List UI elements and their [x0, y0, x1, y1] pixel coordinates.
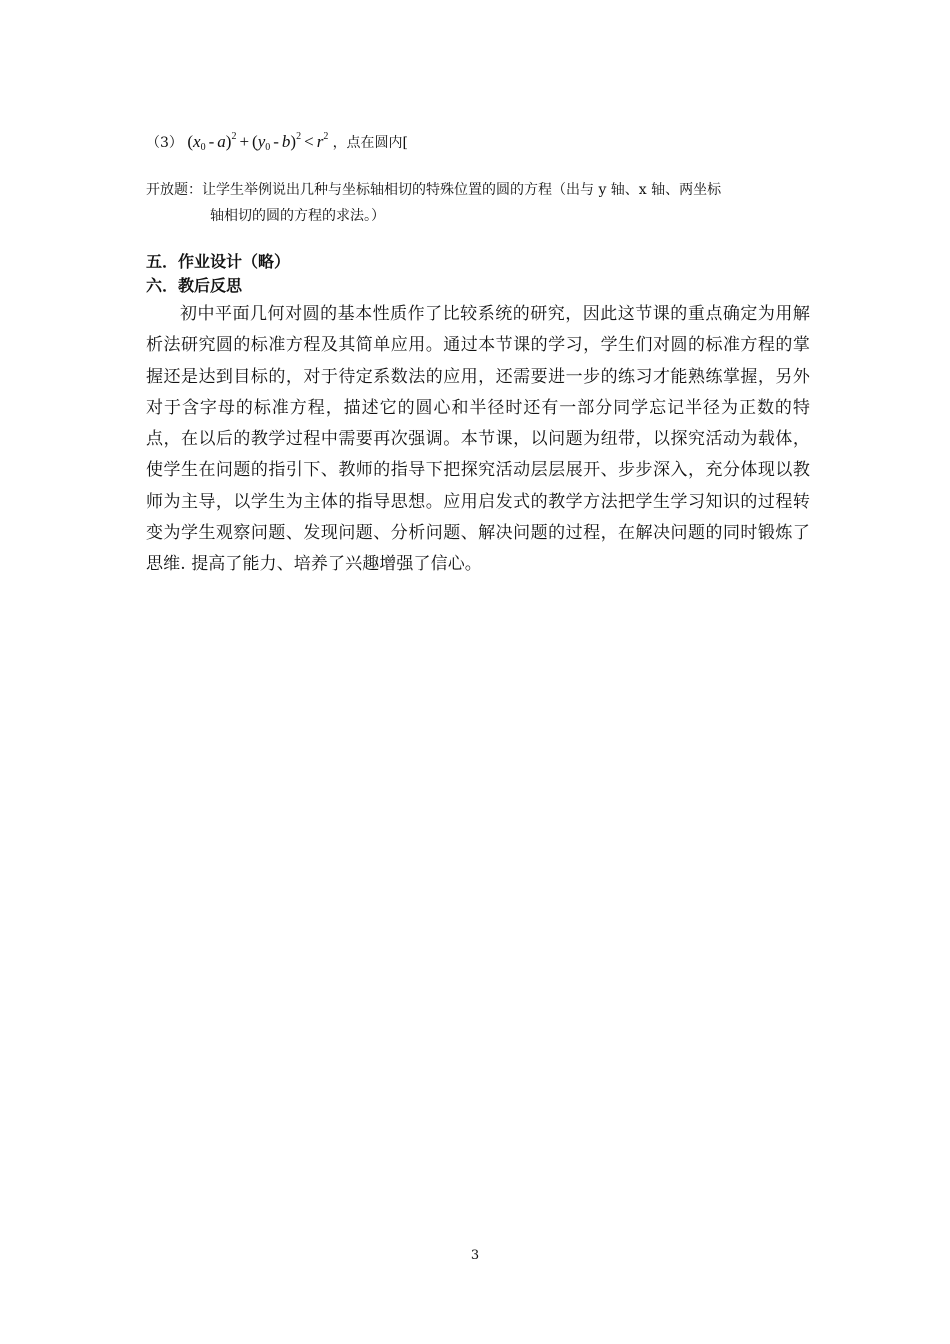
- item-conclusion: ，点在圆内[: [332, 135, 409, 151]
- section-heading-homework: 五．作业设计（略）: [146, 252, 291, 271]
- formula-var-x: x: [193, 132, 201, 151]
- open-question-line-2: 轴相切的圆的方程的求法。）: [210, 208, 385, 224]
- formula-var-r: r: [316, 132, 324, 151]
- formula-subscript: 0: [265, 142, 271, 153]
- formula-paren: (: [252, 132, 258, 151]
- section-heading-reflection: 六．教后反思: [146, 276, 243, 295]
- item-number: （3）: [146, 135, 183, 151]
- open-question-label: 开放题：: [146, 182, 202, 198]
- formula-var-y: y: [257, 132, 266, 151]
- condition-item-3: [146, 126, 408, 159]
- page-number: 3: [470, 1248, 480, 1263]
- open-question-line-1: [146, 177, 810, 203]
- open-question: [146, 177, 810, 229]
- formula-plus: +: [239, 132, 250, 151]
- formula-paren: ): [225, 132, 232, 151]
- formula-var-b: b: [281, 132, 291, 151]
- formula-minus: -: [273, 132, 279, 151]
- formula-var-a: a: [217, 132, 226, 151]
- formula-paren: ): [290, 132, 297, 151]
- formula-minus: -: [208, 132, 215, 151]
- open-question-text-1: 让学生举例说出几种与坐标轴相切的特殊位置的圆的方程（出与 y 轴、x 轴、两坐标: [202, 182, 722, 198]
- inequality-formula: [187, 132, 332, 151]
- reflection-paragraph: 初中平面几何对圆的基本性质作了比较系统的研究，因此这节课的重点确定为用解析法研究圆的标准方程及其简单应用。通过本节课的学习，学生们对圆的标准方程的掌握还是达到目标的，对于待定系数法的应用，还需要进一步的练习才能熟练掌握，另外对于含字母的标准方程，描述它的圆心和半径时还有一部分同学忘记半径为正数的特点，在以后的教学过程中需要再次强调。本节课，以问题为纽带，以探究活动为载体，使学生在问题的指引下、教师的指导下把探究活动层层展开、步步深入，充分体现以教师为主导，以学生为主体的指导思想。应用启发式的教学方法把学生学习知识的过程转变为学生观察问题、发现问题、分析问题、解决问题的过程，在解决问题的同时锻炼了思维. 提高了能力、培养了兴趣增强了信心。: [146, 304, 810, 575]
- formula-exponent: 2: [323, 131, 329, 142]
- formula-subscript: 0: [200, 142, 206, 153]
- formula-exponent: 2: [231, 131, 237, 142]
- formula-less-than: <: [304, 132, 314, 151]
- formula-paren: (: [187, 132, 194, 151]
- formula-exponent: 2: [296, 131, 302, 142]
